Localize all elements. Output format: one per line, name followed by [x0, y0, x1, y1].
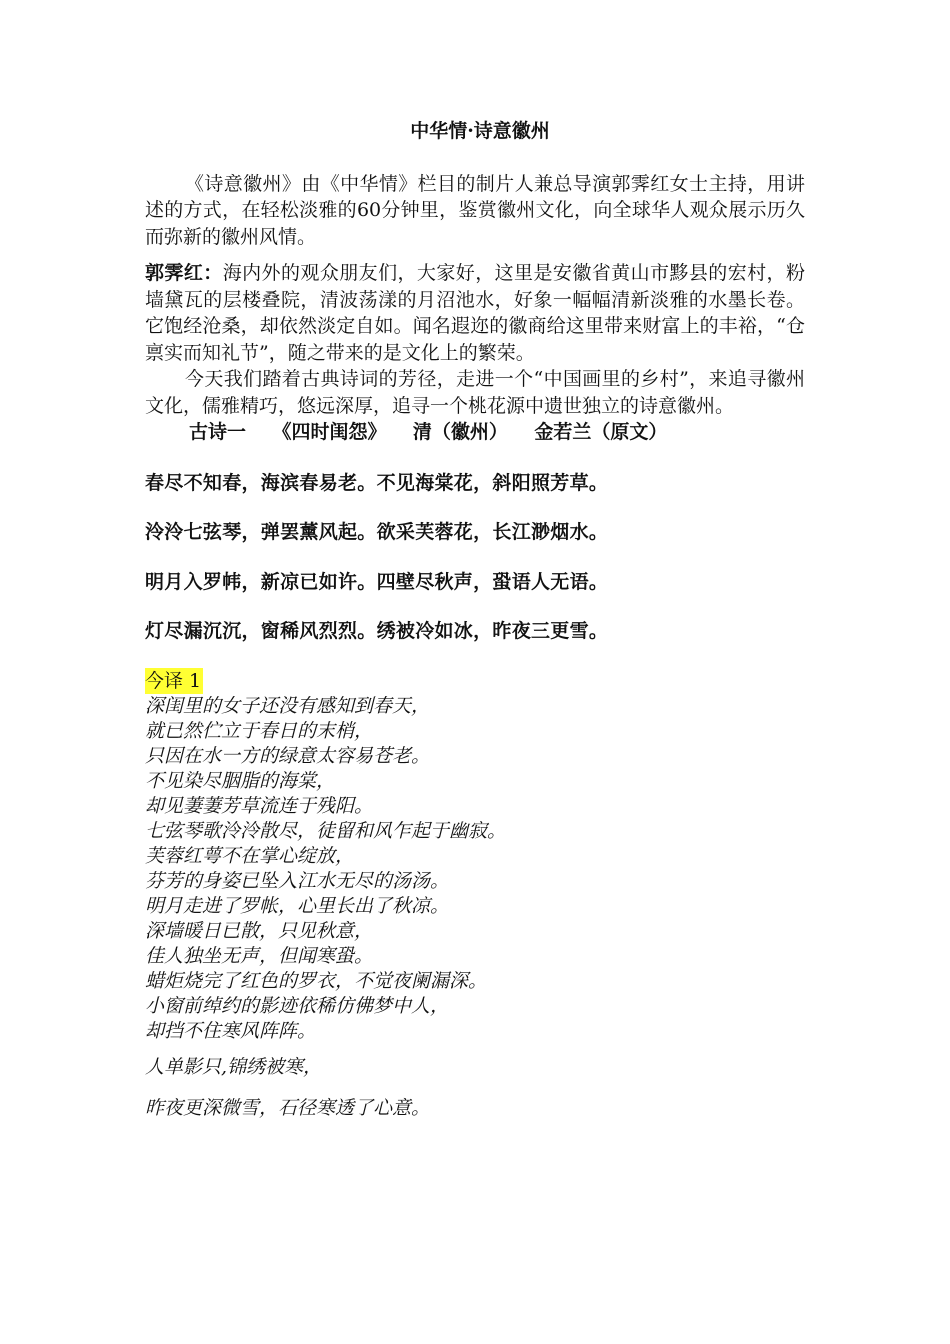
poem-line: 灯尽漏沉沉，窗稀风烈烈。绣被冷如冰，昨夜三更雪。: [145, 620, 609, 642]
translation-line: 却挡不住寒风阵阵。: [145, 1020, 317, 1042]
translation-line: 七弦琴歌泠泠散尽，徒留和风乍起于幽寂。: [145, 820, 507, 842]
journey-paragraph: 今天我们踏着古典诗词的芳径，走进一个“中国画里的乡村”，来追寻徽州文化，儒雅精巧，悠远深厚，追寻一个桃花源中遗世独立的诗意徽州。: [145, 368, 805, 417]
translation-line: 却见萋萋芳草流连于残阳。: [145, 795, 374, 817]
translation-line: 深闺里的女子还没有感知到春天，: [145, 695, 431, 717]
translation-line: 只因在水一方的绿意太容易苍老。: [145, 745, 431, 767]
translation-tail: [145, 1054, 805, 1121]
translation-line: 佳人独坐无声，但闻寒蛩。: [145, 945, 374, 967]
translation-label: 今译 1: [145, 668, 203, 695]
translation-line: 深墙暖日已散，只见秋意，: [145, 920, 374, 942]
document-title: 中华情·诗意徽州: [410, 120, 550, 142]
poem-original: [145, 470, 805, 645]
poem-header: 古诗一 《四时闺怨》 清（徽州） 金若兰（原文）: [189, 421, 668, 443]
translation-line: 不见染尽胭脂的海棠，: [145, 770, 336, 792]
poem-line: 泠泠七弦琴，弹罢薰风起。欲采芙蓉花，长江渺烟水。: [145, 521, 609, 543]
poem-line: 明月入罗帏，新凉已如许。四壁尽秋声，蛩语人无语。: [145, 570, 609, 593]
translation-line: 就已然伫立于春日的末梢，: [145, 720, 374, 742]
translation-line: 芙蓉红萼不在掌心绽放，: [145, 845, 355, 867]
document-body: [145, 118, 805, 1135]
translation-line: 芬芳的身姿已坠入江水无尽的汤汤。: [145, 870, 450, 892]
poem-line: 春尽不知春，海滨春易老。不见海棠花，斜阳照芳草。: [145, 471, 609, 494]
host-paragraph: [145, 260, 805, 366]
tail-line: 昨夜更深微雪，石径寒透了心意。: [145, 1096, 431, 1119]
translation-lines: [145, 694, 805, 1044]
intro-paragraph: 《诗意徽州》由《中华情》栏目的制片人兼总导演郭霁红女士主持，用讲述的方式，在轻松淡雅的60分钟里，鉴赏徽州文化，向全球华人观众展示历久而弥新的徽州风情。: [145, 172, 805, 248]
translation-line: 蜡炬烧完了红色的罗衣，不觉夜阑漏深。: [145, 970, 488, 992]
translation-section: [145, 668, 805, 1122]
tail-line: 人单影只,锦绣被寒，: [145, 1056, 323, 1078]
translation-line: 明月走进了罗帐，心里长出了秋凉。: [145, 895, 450, 917]
speaker-text: 海内外的观众朋友们，大家好，这里是安徽省黄山市黟县的宏村，粉墙黛瓦的层楼叠院，清波荡漾的月沼池水，好象一幅幅清新淡雅的水墨长卷。它饱经沧桑，却依然淡定自如。闻名遐迩的徽商给这里带来财富上的丰裕，“仓禀实而知礼节”，随之带来的是文化上的繁荣。: [145, 262, 805, 364]
speaker-name: 郭霁红：: [145, 262, 223, 284]
translation-line: 小窗前绰约的影迹依稀仿佛梦中人，: [145, 995, 450, 1017]
